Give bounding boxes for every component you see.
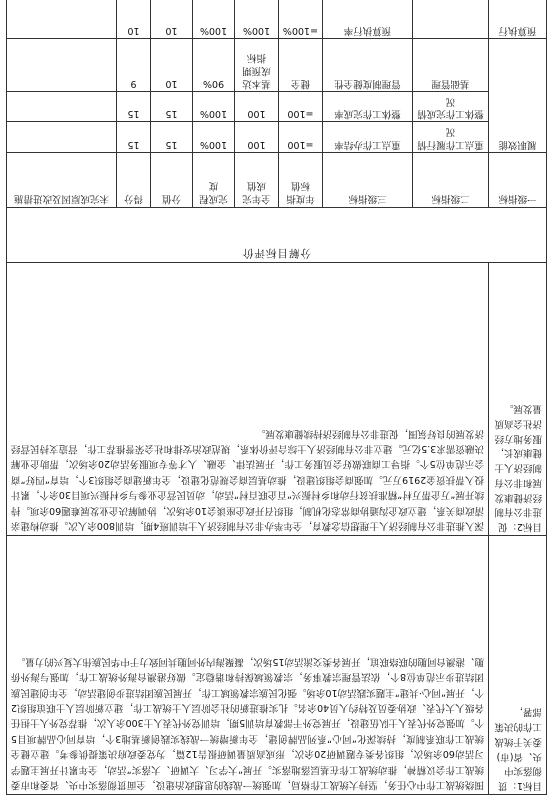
row-level2: 整体工作完成情况 — [413, 91, 489, 122]
row-level2: 基础管理 — [413, 38, 489, 91]
row-target: =100% — [279, 0, 323, 38]
table-row — [6, 122, 546, 153]
row-weight: 15 — [151, 122, 193, 153]
row-reason — [6, 122, 116, 153]
row-level3: 重点工作办结率 — [323, 122, 413, 153]
header-completion-degree: 完成程度 — [193, 153, 235, 208]
row-score: 15 — [117, 91, 151, 122]
header-level2: 二级指标 — [413, 153, 489, 208]
row-level3: 管理制度健全性 — [323, 38, 413, 91]
objective-2-label: 目标2：促进非公有制经济健康发展和非公有制经济人士健康成长，服务地方经济社会高质量发展。 — [489, 263, 547, 536]
row-target: =100 — [279, 122, 323, 153]
row-weight: 15 — [151, 91, 193, 122]
row-level3: 整体工作完成率 — [323, 91, 413, 122]
eval-section-title: 分解目标评价 — [6, 208, 546, 263]
row-level2: 重点工作履行情况 — [413, 122, 489, 153]
row-level2 — [413, 0, 489, 38]
objective-2-text: 深入推进非公有制经济人士理想信念教育，全年举办非公有制经济人士培训班4期，培训800余人次。推动构建亲清政商关系，建立政企沟通协商常态化机制，组织召开政企座谈会10余场次，协调解决企业发展难题60余项。持续开展“万企帮万村”精准扶贫行动和乡村振兴“百企联百村”活动，动员民营企业参与乡村振兴项目30余个，累计投入帮扶资金2919万元。加强商会组织建设，推动基层商会规范化建设，全年新建商会组织3个，培育“四好”商会示范单位5个。指导工商联做好会员服务工作，开展法律、金融、人才等专项服务活动20余场次，帮助企业解决融资需求3.5亿元。建立非公有制经济人士综合评价体系，规范政治安排和社会荣誉推荐工作，营造支持民营经济发展的良好氛围，促进非公有制经济持续健康发展。 — [6, 263, 488, 536]
row-target: =100 — [279, 91, 323, 122]
row-weight: 10 — [151, 0, 193, 38]
row-degree: 90% — [193, 38, 235, 91]
objective-1-text: 围绕统战工作中心任务，坚持大统战工作格局，加强统一战线的思想政治建设，全面贯彻落实中央、省委和市委统战工作会议精神，推动统战工作在基层落地落实。开展“大学习、大调研、大落实”活动，全年累计开展主题学习活动60余场次，组织各类专题调研20余次，形成高质量调研报告12篇，为党委政府决策提供参考。建立健全统战工作联系制度，持续深化“同心”系列品牌创建，全年新增统一战线实践创新基地3个，培育同心品牌项目5个。加强党外代表人士队伍建设，开展党外干部教育培训5期，培训党外代表人士300余人次，推荐党外人士担任各级人大代表、政协委员及特约人员40余名。扎实推进新的社会阶层人士统战工作，建立新阶层人士联谊组织2个，开展“同心·共建”主题实践活动10余场。强化民族宗教领域工作，开展民族团结进步创建活动，全年创建民族团结进步示范单位8个，依法管理宗教事务，宗教领域保持和谐稳定。做好港澳台海外统战工作，加强与海外侨胞、港澳台同胞的联络联谊，开展各类交流活动15场次，凝聚海内外同胞共同致力于中华民族伟大复兴的力量。 — [6, 536, 488, 795]
header-annual-target: 年度指标值 — [279, 153, 323, 208]
row-score: 10 — [117, 0, 151, 38]
row-completed: 基本达成预期指标 — [235, 38, 279, 91]
header-level3: 三级指标 — [323, 153, 413, 208]
row-level3: 预算执行率 — [323, 0, 413, 38]
header-full-year-completion: 全年完成值 — [235, 153, 279, 208]
row-reason — [6, 0, 116, 38]
header-score-weight: 分值 — [151, 153, 193, 208]
row-degree: 100% — [193, 122, 235, 153]
row-degree: 100% — [193, 0, 235, 38]
table-row — [6, 0, 546, 38]
table-row — [6, 91, 546, 122]
objective-row-1 — [6, 536, 546, 795]
header-level1: 一级指标 — [489, 153, 547, 208]
row-level1: 履职效能 — [489, 38, 547, 152]
row-score: 9 — [117, 38, 151, 91]
objective-row-2 — [6, 263, 546, 536]
section-title-row — [6, 208, 546, 263]
row-reason — [6, 38, 116, 91]
row-completed: 100 — [235, 122, 279, 153]
row-weight: 10 — [151, 38, 193, 91]
row-target: 健全 — [279, 38, 323, 91]
table-row — [6, 38, 546, 91]
performance-evaluation-table — [6, 0, 547, 795]
header-row — [6, 153, 546, 208]
row-score: 15 — [117, 122, 151, 153]
row-completed: 100% — [235, 0, 279, 38]
row-completed: 100 — [235, 91, 279, 122]
row-level1: 预算执行 — [489, 0, 547, 38]
header-score: 得分 — [117, 153, 151, 208]
objective-1-label: 目标1：贯彻落实中央、省(市)委关于统战工作的决策部署， — [489, 536, 547, 795]
row-reason — [6, 91, 116, 122]
row-degree: 100% — [193, 91, 235, 122]
header-reason: 未完成原因及改进措施 — [6, 153, 116, 208]
